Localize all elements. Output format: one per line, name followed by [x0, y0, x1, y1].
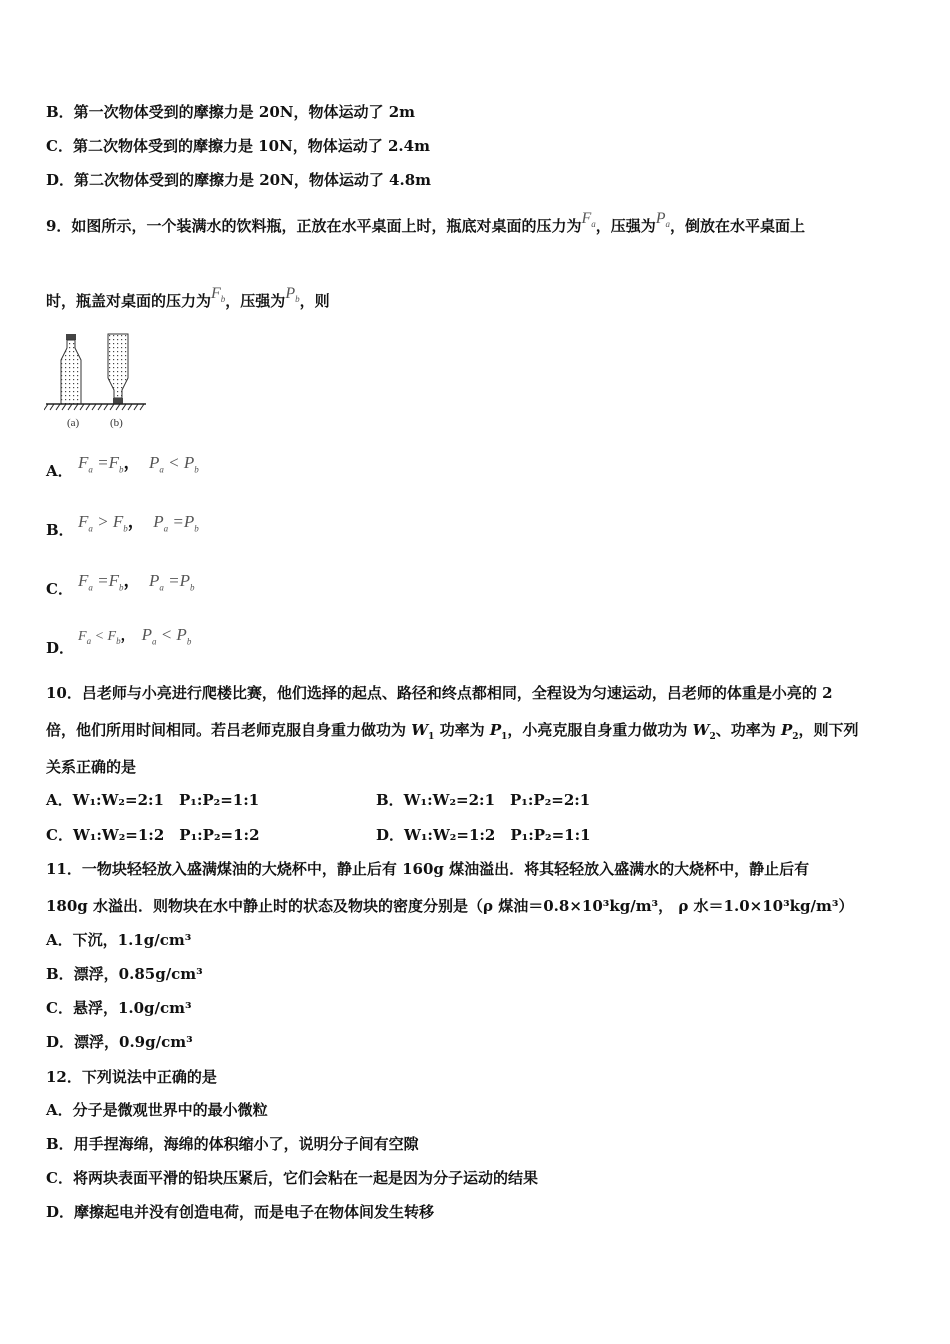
- q11-option-a: A．下沉，1.1g/cm³: [46, 931, 192, 949]
- q9-option-a-formula: $F_a =F_b$， $P_a < P_b$: [78, 453, 199, 475]
- q10-option-d: D．W₁:W₂=1:2 P₁:P₂=1:1: [376, 826, 591, 844]
- q9-stem-line1: 9．如图所示，一个装满水的饮料瓶，正放在水平桌面上时，瓶底对桌面的压力为$F_a$，压强为$P_a$，倒放在水平桌面上: [46, 210, 806, 235]
- q11-stem-line1: 11．一物块轻轻放入盛满煤油的大烧杯中，静止后有 160g 煤油溢出．将其轻轻放入盛满水的大烧杯中，静止后有: [46, 860, 810, 878]
- q12-option-a: A．分子是微观世界中的最小微粒: [46, 1101, 268, 1119]
- math-fb: $F_b$: [211, 285, 226, 305]
- math-pb: $P_b$: [285, 285, 300, 305]
- figure-label-a: (a): [67, 417, 80, 429]
- q9-option-c-formula: $F_a =F_b$， $P_a =P_b$: [78, 571, 195, 593]
- q10-option-a: A．W₁:W₂=2:1 P₁:P₂=1:1: [46, 791, 260, 809]
- q9-option-b-label: B．: [46, 521, 74, 539]
- q12-stem: 12．下列说法中正确的是: [46, 1068, 217, 1086]
- q9-option-d-label: D．: [46, 639, 75, 657]
- q8-option-c: C．第二次物体受到的摩擦力是 10N，物体运动了 2.4m: [46, 137, 430, 155]
- bottle-upright: [61, 334, 81, 404]
- figure-label-b: (b): [110, 417, 123, 429]
- q9-option-c-label: C．: [46, 580, 73, 598]
- q12-option-c: C．将两块表面平滑的铅块压紧后，它们会粘在一起是因为分子运动的结果: [46, 1169, 538, 1187]
- q8-option-d: D．第二次物体受到的摩擦力是 20N，物体运动了 4.8m: [46, 171, 432, 189]
- math-pa: $P_a$: [655, 210, 671, 230]
- q9-option-d-formula: $F_a < F_b$， $P_a < P_b$: [78, 625, 192, 647]
- bottles-figure: [44, 330, 154, 414]
- math-fa: $F_a$: [581, 210, 596, 230]
- q11-stem-line2: 180g 水溢出．则物块在水中静止时的状态及物块的密度分别是（ρ 煤油＝0.8×10³kg/m³， ρ 水＝1.0×10³kg/m³）: [46, 897, 854, 915]
- q11-option-d: D．漂浮，0.9g/cm³: [46, 1033, 193, 1051]
- q12-option-d: D．摩擦起电并没有创造电荷，而是电子在物体间发生转移: [46, 1203, 435, 1221]
- q11-option-c: C．悬浮，1.0g/cm³: [46, 999, 192, 1017]
- q11-option-b: B．漂浮，0.85g/cm³: [46, 965, 203, 983]
- q10-option-c: C．W₁:W₂=1:2 P₁:P₂=1:2: [46, 826, 260, 844]
- q12-option-b: B．用手捏海绵，海绵的体积缩小了，说明分子间有空隙: [46, 1135, 419, 1153]
- q10-stem-line3: 关系正确的是: [46, 758, 137, 776]
- q10-stem-line1: 10．吕老师与小亮进行爬楼比赛，他们选择的起点、路径和终点都相同，全程设为匀速运动，吕老师的体重是小亮的 2: [46, 684, 833, 702]
- q9-stem-line2: 时，瓶盖对桌面的压力为$F_b$，压强为$P_b$，则: [46, 285, 330, 310]
- q9-option-a-label: A．: [46, 462, 73, 480]
- bottle-inverted: [108, 334, 128, 404]
- q9-option-b-formula: $F_a > F_b$， $P_a =P_b$: [78, 512, 199, 534]
- q10-stem-line2: 倍，他们所用时间相同。若吕老师克服自身重力做功为 $W_1$ 功率为 $P_1$，小亮克服自身重力做功为 $W_2$、功率为 $P_2$，则下列: [46, 721, 859, 742]
- q10-option-b: B．W₁:W₂=2:1 P₁:P₂=2:1: [376, 791, 591, 809]
- q8-option-b: B．第一次物体受到的摩擦力是 20N，物体运动了 2m: [46, 103, 416, 121]
